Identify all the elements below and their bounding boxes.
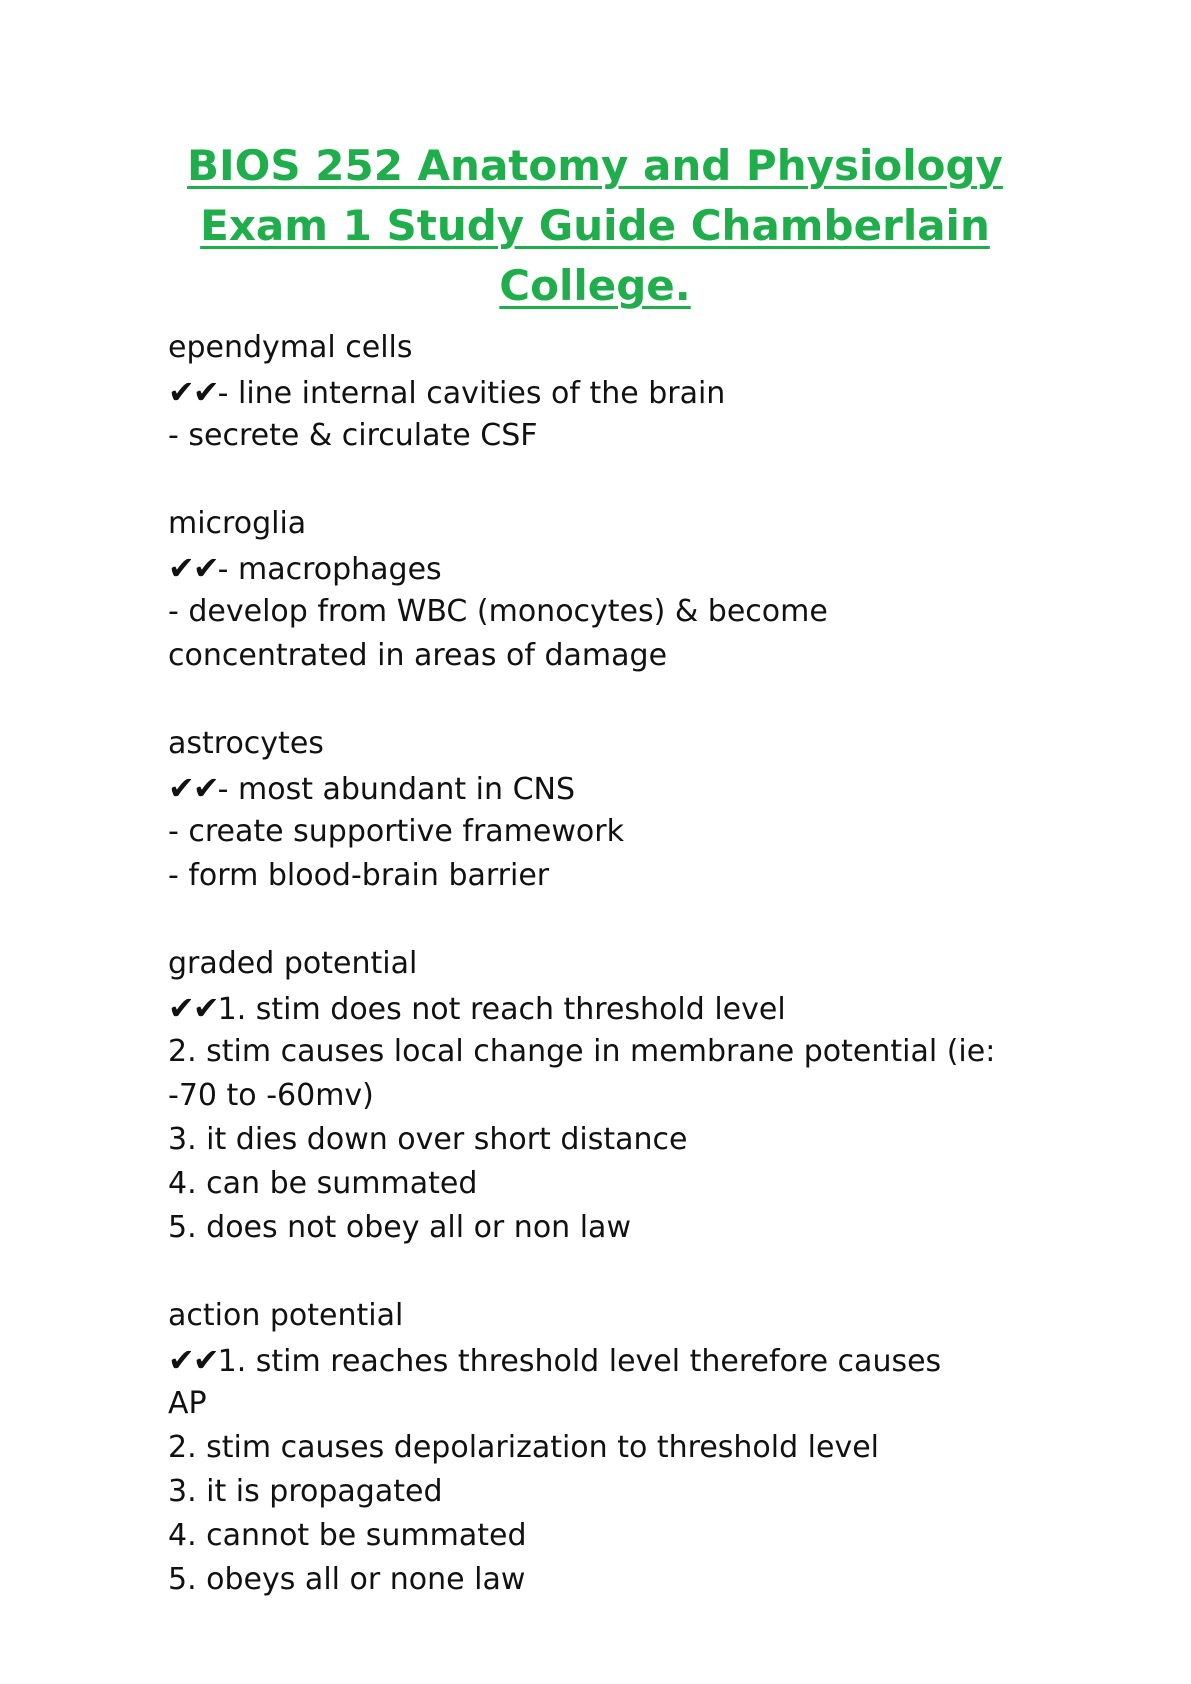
- title-line-1: BIOS 252 Anatomy and Physiology: [187, 141, 1003, 190]
- entry-answer-line: 4. cannot be summated: [168, 1518, 527, 1553]
- entry-answer-line: ✔✔- most abundant in CNS: [168, 769, 576, 807]
- entry-graded-potential: [168, 942, 1068, 1250]
- check-mark-icon: ✔✔: [168, 373, 218, 411]
- entry-ependymal-cells: [168, 326, 1068, 458]
- check-mark-icon: ✔✔: [168, 769, 218, 807]
- entry-answer-line: -70 to -60mv): [168, 1078, 374, 1113]
- entry-spacer: [168, 458, 1068, 502]
- entry-answer-line: - create supportive framework: [168, 814, 624, 849]
- document-title: [150, 136, 1040, 316]
- check-mark-icon: ✔✔: [168, 989, 218, 1027]
- entry-answer-line: - secrete & circulate CSF: [168, 418, 538, 453]
- check-mark-icon: ✔✔: [168, 1341, 218, 1379]
- title-line-2: Exam 1 Study Guide Chamberlain: [200, 201, 990, 250]
- entry-answer-line: 5. obeys all or none law: [168, 1562, 526, 1597]
- entry-answer-line: ✔✔1. stim does not reach threshold level: [168, 989, 786, 1027]
- entry-term: graded potential: [168, 946, 418, 981]
- entry-action-potential: [168, 1294, 1068, 1602]
- entry-answer-line: ✔✔- line internal cavities of the brain: [168, 373, 726, 411]
- entry-spacer: [168, 678, 1068, 722]
- entry-answer-line: 5. does not obey all or non law: [168, 1210, 631, 1245]
- entry-spacer: [168, 1250, 1068, 1294]
- entry-term: microglia: [168, 506, 307, 541]
- title-line-3: College.: [499, 261, 691, 310]
- entry-answer-line: 3. it dies down over short distance: [168, 1122, 688, 1157]
- entry-term: action potential: [168, 1298, 404, 1333]
- entry-answer-line: 4. can be summated: [168, 1166, 478, 1201]
- entry-spacer: [168, 898, 1068, 942]
- entry-answer-line: ✔✔1. stim reaches threshold level therefore causes: [168, 1341, 942, 1379]
- entry-answer-line: concentrated in areas of damage: [168, 638, 668, 673]
- entry-answer-line: - develop from WBC (monocytes) & become: [168, 594, 828, 629]
- entry-astrocytes: [168, 722, 1068, 898]
- entry-term: astrocytes: [168, 726, 324, 761]
- entry-answer-line: AP: [168, 1386, 207, 1421]
- entry-answer-line: 3. it is propagated: [168, 1474, 443, 1509]
- entry-answer-line: ✔✔- macrophages: [168, 549, 442, 587]
- entry-answer-line: 2. stim causes depolarization to threshold level: [168, 1430, 880, 1465]
- check-mark-icon: ✔✔: [168, 549, 218, 587]
- study-guide-body: [168, 326, 1068, 1602]
- entry-microglia: [168, 502, 1068, 678]
- entry-term: ependymal cells: [168, 330, 413, 365]
- entry-answer-line: - form blood-brain barrier: [168, 858, 550, 893]
- entry-answer-line: 2. stim causes local change in membrane potential (ie:: [168, 1034, 996, 1069]
